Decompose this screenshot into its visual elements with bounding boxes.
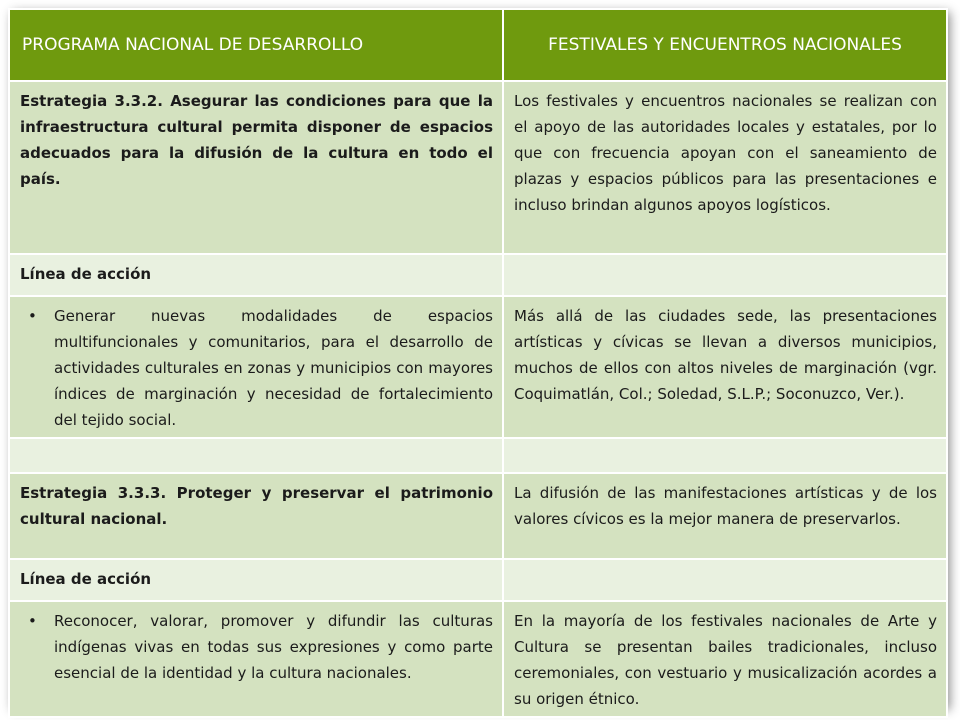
table-row bbox=[9, 559, 947, 601]
dissemination-cell: La difusión de las manifestaciones artísticas y de los valores cívicos es la mejor manera de preservarlos. bbox=[503, 473, 947, 559]
table-row bbox=[9, 601, 947, 717]
table-row bbox=[9, 296, 947, 438]
action-list bbox=[20, 608, 493, 686]
action-list bbox=[20, 303, 493, 433]
empty-cell bbox=[503, 559, 947, 601]
header-right: FESTIVALES Y ENCUENTROS NACIONALES bbox=[503, 9, 947, 81]
program-table bbox=[8, 8, 948, 718]
action-line-label: Línea de acción bbox=[9, 559, 503, 601]
table-row bbox=[9, 438, 947, 473]
strategy-332-cell: Estrategia 3.3.2. Asegurar las condiciones para que la infraestructura cultural permita disponer de espacios adecuados para la difusión de la cultura en todo el país. bbox=[9, 81, 503, 254]
table-row bbox=[9, 81, 947, 254]
slide-frame bbox=[8, 8, 946, 706]
festivals-support-cell: Los festivales y encuentros nacionales se realizan con el apoyo de las autoridades locales y estatales, por lo que con frecuencia apoyan con el saneamiento de plazas y espacios públicos para las presentaciones e incluso brindan algunos apoyos logísticos. bbox=[503, 81, 947, 254]
list-item bbox=[28, 303, 493, 433]
action-item-cell bbox=[9, 296, 503, 438]
action-item-cell bbox=[9, 601, 503, 717]
empty-cell bbox=[503, 438, 947, 473]
strategy-333-cell: Estrategia 3.3.3. Proteger y preservar el patrimonio cultural nacional. bbox=[9, 473, 503, 559]
bullet-icon: • bbox=[28, 612, 37, 630]
header-left: PROGRAMA NACIONAL DE DESARROLLO bbox=[9, 9, 503, 81]
municipalities-cell: Más allá de las ciudades sede, las presentaciones artísticas y cívicas se llevan a diversos municipios, muchos de ellos con altos niveles de marginación (vgr. Coquimatlán, Col.; Soledad, S.L.P.; Soconuzco, Ver.). bbox=[503, 296, 947, 438]
bullet-icon: • bbox=[28, 307, 37, 325]
header-row bbox=[9, 9, 947, 81]
action-item-text: Reconocer, valorar, promover y difundir las culturas indígenas vivas en todas sus expresiones y como parte esencial de la identidad y la cultura nacionales. bbox=[54, 612, 493, 682]
empty-cell bbox=[503, 254, 947, 296]
traditional-dances-cell: En la mayoría de los festivales nacionales de Arte y Cultura se presentan bailes tradicionales, incluso ceremoniales, con vestuario y musicalización acordes a su origen étnico. bbox=[503, 601, 947, 717]
empty-cell bbox=[9, 438, 503, 473]
table-row bbox=[9, 254, 947, 296]
action-line-label: Línea de acción bbox=[9, 254, 503, 296]
list-item bbox=[28, 608, 493, 686]
table-row bbox=[9, 473, 947, 559]
action-item-text: Generar nuevas modalidades de espacios multifuncionales y comunitarios, para el desarrollo de actividades culturales en zonas y municipios con mayores índices de marginación y necesidad de fortalecimiento del tejido social. bbox=[54, 307, 493, 429]
